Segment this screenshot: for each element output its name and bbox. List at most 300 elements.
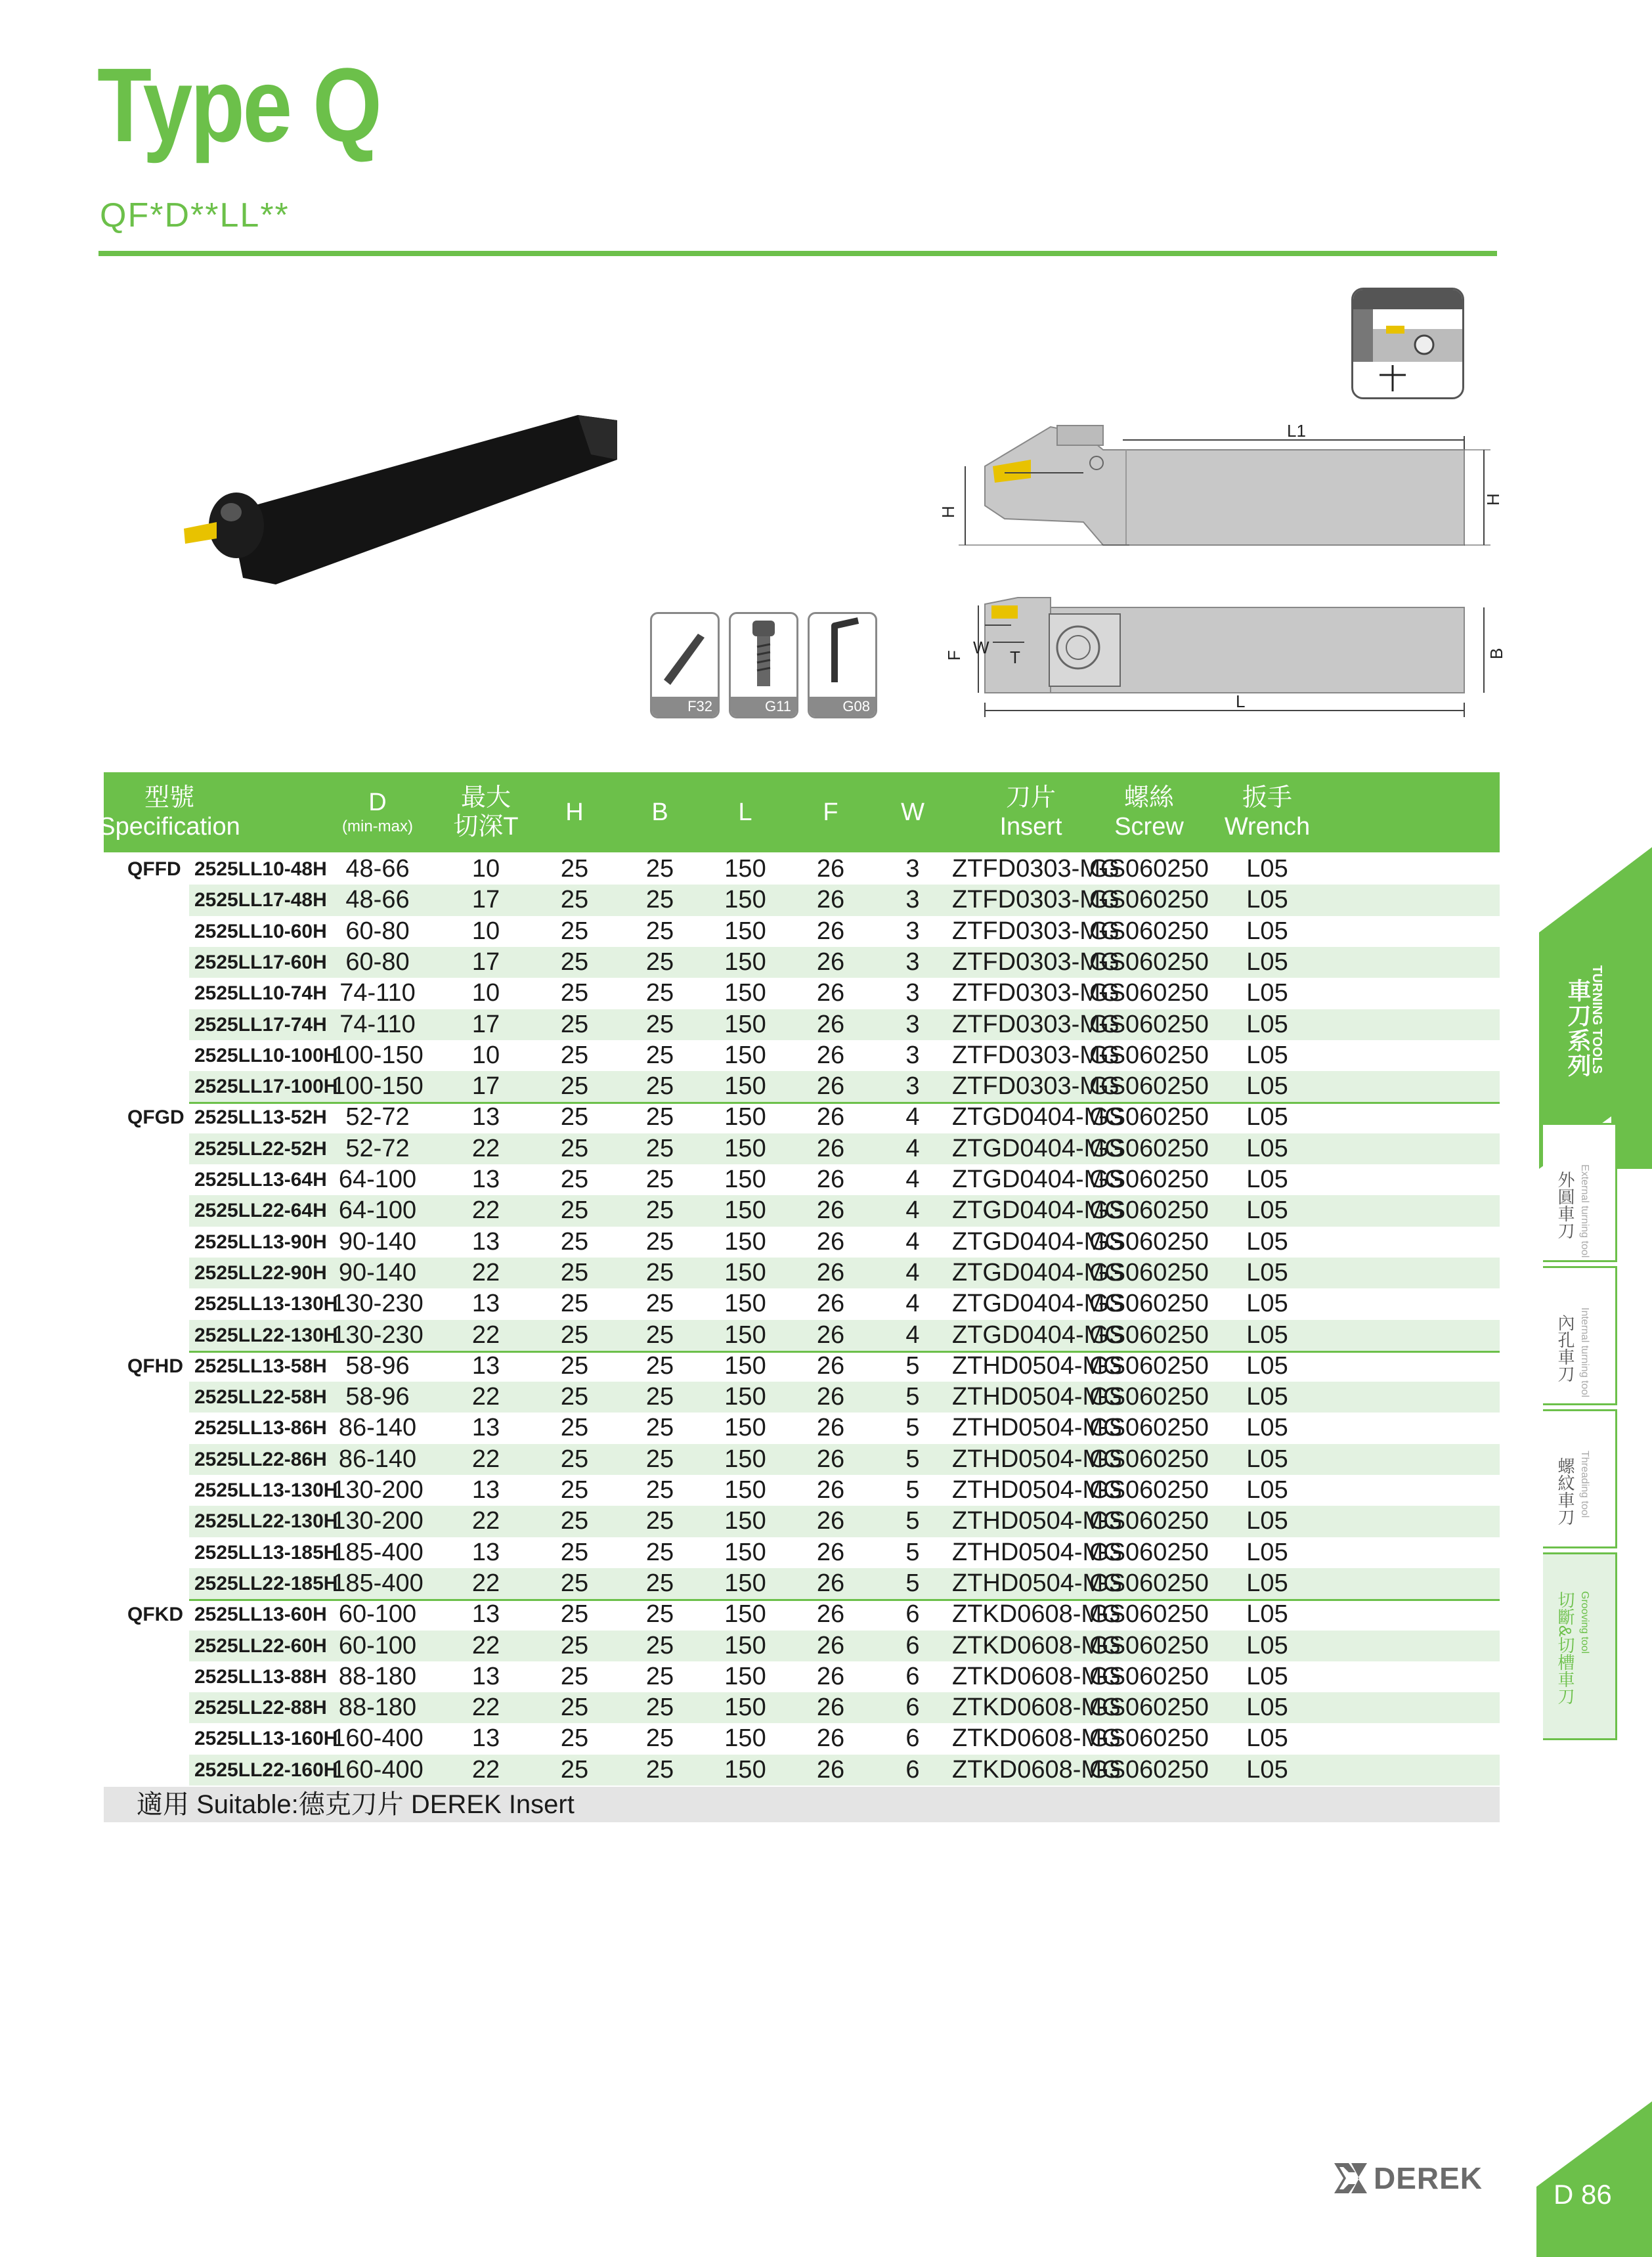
cell-t: 22 bbox=[471, 1755, 500, 1784]
table-row bbox=[104, 1723, 1500, 1754]
cell-spec: 2525LL13-64H bbox=[194, 1169, 327, 1191]
cell-f: 26 bbox=[816, 1166, 845, 1193]
cell-wrench: L05 bbox=[1246, 1227, 1288, 1256]
cell-f: 26 bbox=[816, 1694, 845, 1722]
cell-w: 4 bbox=[905, 1196, 920, 1225]
cell-h: 25 bbox=[560, 1166, 589, 1193]
cell-spec: 2525LL22-90H bbox=[194, 1261, 327, 1284]
cell-t: 22 bbox=[471, 1383, 500, 1411]
cell-t: 22 bbox=[471, 1631, 500, 1659]
cell-l: 150 bbox=[724, 979, 766, 1007]
cell-wrench: L05 bbox=[1246, 1414, 1288, 1442]
cell-b: 25 bbox=[645, 1383, 674, 1411]
cell-spec: 2525LL13-88H bbox=[194, 1665, 327, 1688]
table-row bbox=[104, 1475, 1500, 1506]
cell-h: 25 bbox=[560, 917, 589, 945]
cell-h: 25 bbox=[560, 1631, 589, 1659]
cell-insert: ZTFD0303-MG bbox=[952, 948, 1120, 976]
cell-l: 150 bbox=[724, 1227, 766, 1256]
cell-spec: 2525LL22-185H bbox=[194, 1572, 338, 1594]
cell-wrench: L05 bbox=[1246, 1600, 1288, 1629]
cell-screw: GS060250 bbox=[1089, 886, 1209, 914]
cell-d: 88-180 bbox=[338, 1662, 417, 1690]
cell-d: 60-80 bbox=[345, 948, 410, 976]
cell-wrench: L05 bbox=[1246, 1569, 1288, 1597]
cell-b: 25 bbox=[645, 1166, 674, 1193]
cell-spec: 2525LL10-100H bbox=[194, 1044, 338, 1066]
cell-f: 26 bbox=[816, 1724, 845, 1753]
cell-w: 4 bbox=[905, 1258, 920, 1286]
cell-d: 100-150 bbox=[332, 1072, 424, 1101]
cell-w: 6 bbox=[905, 1631, 920, 1659]
cell-wrench: L05 bbox=[1246, 886, 1288, 914]
cell-l: 150 bbox=[724, 1166, 766, 1193]
cell-l: 150 bbox=[724, 1507, 766, 1535]
cell-d: 100-150 bbox=[332, 1041, 424, 1069]
cell-f: 26 bbox=[816, 1569, 845, 1597]
cell-l: 150 bbox=[724, 1538, 766, 1566]
cell-spec: 2525LL13-58H bbox=[194, 1355, 327, 1377]
cell-b: 25 bbox=[645, 979, 674, 1007]
cell-t: 17 bbox=[471, 1072, 500, 1101]
cell-d: 130-200 bbox=[332, 1476, 424, 1504]
cell-w: 5 bbox=[905, 1383, 920, 1411]
cell-screw: GS060250 bbox=[1089, 1445, 1209, 1473]
column-header-line2: H bbox=[565, 799, 584, 826]
dim-label-w: W bbox=[973, 638, 989, 657]
cell-b: 25 bbox=[645, 1755, 674, 1784]
column-header-line1: 扳手 bbox=[1242, 784, 1292, 812]
cell-screw: GS060250 bbox=[1089, 1290, 1209, 1318]
cell-wrench: L05 bbox=[1246, 1383, 1288, 1411]
cell-screw: GS060250 bbox=[1089, 1227, 1209, 1256]
cell-screw: GS060250 bbox=[1089, 1321, 1209, 1349]
cell-h: 25 bbox=[560, 1414, 589, 1442]
cell-t: 13 bbox=[471, 1166, 500, 1193]
cell-h: 25 bbox=[560, 1600, 589, 1629]
side-tab-threading[interactable] bbox=[1543, 1409, 1617, 1548]
table-row bbox=[104, 978, 1500, 1009]
cell-l: 150 bbox=[724, 1196, 766, 1225]
cell-h: 25 bbox=[560, 1227, 589, 1256]
cell-f: 26 bbox=[816, 886, 845, 914]
table-row bbox=[104, 1164, 1500, 1195]
cell-b: 25 bbox=[645, 1351, 674, 1380]
page-number: D 86 bbox=[1554, 2179, 1612, 2210]
column-header-line2: L bbox=[738, 799, 752, 826]
cell-t: 13 bbox=[471, 1538, 500, 1566]
cell-d: 60-100 bbox=[338, 1600, 417, 1629]
cell-d: 64-100 bbox=[338, 1196, 417, 1225]
cell-screw: GS060250 bbox=[1089, 1258, 1209, 1286]
accessory-screw bbox=[729, 612, 798, 718]
cell-h: 25 bbox=[560, 1755, 589, 1784]
cell-t: 22 bbox=[471, 1694, 500, 1722]
cell-f: 26 bbox=[816, 1041, 845, 1069]
cell-wrench: L05 bbox=[1246, 1694, 1288, 1722]
cell-insert: ZTHD0504-MG bbox=[952, 1383, 1123, 1411]
cell-t: 17 bbox=[471, 948, 500, 976]
cell-wrench: L05 bbox=[1246, 1166, 1288, 1193]
cell-wrench: L05 bbox=[1246, 1072, 1288, 1101]
cell-b: 25 bbox=[645, 1010, 674, 1038]
cell-w: 5 bbox=[905, 1507, 920, 1535]
cell-screw: GS060250 bbox=[1089, 1631, 1209, 1659]
cell-insert: ZTFD0303-MG bbox=[952, 979, 1120, 1007]
cell-insert: ZTKD0608-MG bbox=[952, 1755, 1121, 1784]
side-tab-internal[interactable] bbox=[1543, 1266, 1617, 1405]
accessory-code: G11 bbox=[731, 697, 796, 716]
cell-insert: ZTKD0608-MG bbox=[952, 1694, 1121, 1722]
cell-b: 25 bbox=[645, 1041, 674, 1069]
cell-t: 13 bbox=[471, 1724, 500, 1753]
cell-screw: GS060250 bbox=[1089, 1383, 1209, 1411]
column-header-line2: 切深T bbox=[453, 813, 519, 841]
cell-spec: 2525LL13-185H bbox=[194, 1541, 338, 1564]
cell-d: 160-400 bbox=[332, 1755, 424, 1784]
cell-h: 25 bbox=[560, 1507, 589, 1535]
cell-w: 4 bbox=[905, 1321, 920, 1349]
column-header-line2: Insert bbox=[999, 813, 1062, 841]
table-row bbox=[104, 1195, 1500, 1226]
cell-h: 25 bbox=[560, 1662, 589, 1690]
cell-b: 25 bbox=[645, 1694, 674, 1722]
cell-t: 13 bbox=[471, 1414, 500, 1442]
table-row bbox=[104, 1537, 1500, 1568]
cell-screw: GS060250 bbox=[1089, 1694, 1209, 1722]
table-row bbox=[104, 1071, 1500, 1102]
cell-t: 13 bbox=[471, 1103, 500, 1131]
cell-d: 130-230 bbox=[332, 1290, 424, 1318]
cell-d: 185-400 bbox=[332, 1569, 424, 1597]
cell-group: QFHD bbox=[127, 1355, 183, 1377]
cell-spec: 2525LL13-52H bbox=[194, 1107, 327, 1129]
table-row bbox=[104, 1288, 1500, 1319]
cell-h: 25 bbox=[560, 1134, 589, 1162]
cell-w: 3 bbox=[905, 948, 920, 976]
cell-screw: GS060250 bbox=[1089, 1476, 1209, 1504]
cell-h: 25 bbox=[560, 1538, 589, 1566]
cell-b: 25 bbox=[645, 917, 674, 945]
cell-d: 90-140 bbox=[338, 1258, 417, 1286]
cell-t: 10 bbox=[471, 1041, 500, 1069]
cell-t: 22 bbox=[471, 1569, 500, 1597]
cell-spec: 2525LL17-100H bbox=[194, 1076, 338, 1098]
dim-label-b: B bbox=[1487, 647, 1506, 659]
derek-logo-icon bbox=[1334, 2163, 1367, 2193]
cell-d: 185-400 bbox=[332, 1538, 424, 1566]
cell-t: 10 bbox=[471, 855, 500, 883]
table-row bbox=[104, 1133, 1500, 1164]
cell-screw: GS060250 bbox=[1089, 1166, 1209, 1193]
cell-l: 150 bbox=[724, 1600, 766, 1629]
cell-f: 26 bbox=[816, 855, 845, 883]
cell-l: 150 bbox=[724, 1041, 766, 1069]
cell-spec: 2525LL22-130H bbox=[194, 1510, 338, 1533]
table-header bbox=[98, 772, 1500, 852]
accessory-wrench bbox=[808, 612, 877, 718]
side-view bbox=[938, 421, 1503, 545]
cell-insert: ZTHD0504-MG bbox=[952, 1538, 1123, 1566]
cell-f: 26 bbox=[816, 1600, 845, 1629]
cell-insert: ZTKD0608-MG bbox=[952, 1600, 1121, 1629]
cell-t: 10 bbox=[471, 917, 500, 945]
cell-h: 25 bbox=[560, 1041, 589, 1069]
cell-h: 25 bbox=[560, 1321, 589, 1349]
cell-b: 25 bbox=[645, 1445, 674, 1473]
cell-f: 26 bbox=[816, 1414, 845, 1442]
cell-d: 64-100 bbox=[338, 1166, 417, 1193]
cell-spec: 2525LL22-88H bbox=[194, 1697, 327, 1719]
cell-wrench: L05 bbox=[1246, 1507, 1288, 1535]
table-row bbox=[104, 854, 1500, 885]
cell-t: 10 bbox=[471, 979, 500, 1007]
cell-t: 22 bbox=[471, 1507, 500, 1535]
cell-l: 150 bbox=[724, 948, 766, 976]
cell-w: 6 bbox=[905, 1694, 920, 1722]
cell-t: 13 bbox=[471, 1351, 500, 1380]
table-row bbox=[104, 1382, 1500, 1413]
cell-group: QFKD bbox=[127, 1604, 183, 1626]
cell-wrench: L05 bbox=[1246, 1134, 1288, 1162]
cell-l: 150 bbox=[724, 855, 766, 883]
table-row bbox=[104, 916, 1500, 947]
column-header-line2: Specification bbox=[98, 813, 240, 841]
cell-screw: GS060250 bbox=[1089, 1569, 1209, 1597]
cell-d: 48-66 bbox=[345, 886, 410, 914]
cell-f: 26 bbox=[816, 1351, 845, 1380]
cell-screw: GS060250 bbox=[1089, 1196, 1209, 1225]
cell-l: 150 bbox=[724, 1321, 766, 1349]
side-tab-label-en: Grooving tool bbox=[1579, 1591, 1590, 1654]
cell-b: 25 bbox=[645, 1290, 674, 1318]
side-tab-label-cn: 螺紋車刀 bbox=[1555, 1457, 1575, 1525]
cell-insert: ZTHD0504-MG bbox=[952, 1476, 1123, 1504]
cell-l: 150 bbox=[724, 1631, 766, 1659]
cell-screw: GS060250 bbox=[1089, 1600, 1209, 1629]
table-row bbox=[104, 1444, 1500, 1475]
cell-w: 5 bbox=[905, 1476, 920, 1504]
cell-b: 25 bbox=[645, 1600, 674, 1629]
wrench-icon bbox=[810, 614, 875, 693]
cell-l: 150 bbox=[724, 917, 766, 945]
cell-spec: 2525LL13-60H bbox=[194, 1604, 327, 1626]
table-row bbox=[104, 1413, 1500, 1443]
cell-insert: ZTFD0303-MG bbox=[952, 1041, 1120, 1069]
side-tab-label-en: External turning tool bbox=[1579, 1164, 1590, 1258]
cell-w: 4 bbox=[905, 1134, 920, 1162]
cell-h: 25 bbox=[560, 1383, 589, 1411]
cell-w: 4 bbox=[905, 1103, 920, 1131]
column-header-line1: 刀片 bbox=[1005, 784, 1056, 812]
cell-b: 25 bbox=[645, 1507, 674, 1535]
cell-h: 25 bbox=[560, 1103, 589, 1131]
cell-spec: 2525LL22-160H bbox=[194, 1759, 338, 1781]
cell-l: 150 bbox=[724, 1445, 766, 1473]
cell-w: 3 bbox=[905, 1041, 920, 1069]
cell-spec: 2525LL22-86H bbox=[194, 1448, 327, 1470]
cell-b: 25 bbox=[645, 1321, 674, 1349]
cell-l: 150 bbox=[724, 1103, 766, 1131]
cell-insert: ZTHD0504-MG bbox=[952, 1414, 1123, 1442]
table-row bbox=[104, 885, 1500, 915]
cell-b: 25 bbox=[645, 1196, 674, 1225]
cell-d: 58-96 bbox=[345, 1351, 410, 1380]
cell-screw: GS060250 bbox=[1089, 1010, 1209, 1038]
cell-wrench: L05 bbox=[1246, 1631, 1288, 1659]
side-tab-main-en: TURNING TOOLS bbox=[1590, 965, 1604, 1074]
cell-f: 26 bbox=[816, 979, 845, 1007]
cell-b: 25 bbox=[645, 1631, 674, 1659]
technical-drawing bbox=[932, 414, 1510, 722]
cell-spec: 2525LL10-74H bbox=[194, 982, 327, 1005]
cell-t: 13 bbox=[471, 1227, 500, 1256]
cell-insert: ZTHD0504-MG bbox=[952, 1445, 1123, 1473]
cell-spec: 2525LL22-58H bbox=[194, 1386, 327, 1409]
cell-w: 6 bbox=[905, 1724, 920, 1753]
cell-h: 25 bbox=[560, 1258, 589, 1286]
cell-w: 6 bbox=[905, 1600, 920, 1629]
cell-f: 26 bbox=[816, 1662, 845, 1690]
cell-wrench: L05 bbox=[1246, 1041, 1288, 1069]
cell-b: 25 bbox=[645, 1414, 674, 1442]
cell-spec: 2525LL17-60H bbox=[194, 951, 327, 973]
cell-spec: 2525LL17-74H bbox=[194, 1013, 327, 1036]
cell-spec: 2525LL17-48H bbox=[194, 889, 327, 911]
cell-insert: ZTGD0404-MG bbox=[952, 1321, 1124, 1349]
cell-screw: GS060250 bbox=[1089, 1072, 1209, 1101]
cell-h: 25 bbox=[560, 948, 589, 976]
cell-insert: ZTGD0404-MG bbox=[952, 1103, 1124, 1131]
cell-h: 25 bbox=[560, 1351, 589, 1380]
cell-b: 25 bbox=[645, 1569, 674, 1597]
dim-label-t: T bbox=[1010, 647, 1020, 667]
cell-insert: ZTGD0404-MG bbox=[952, 1196, 1124, 1225]
cell-wrench: L05 bbox=[1246, 1321, 1288, 1349]
side-tab-grooving[interactable] bbox=[1543, 1552, 1617, 1740]
cell-screw: GS060250 bbox=[1089, 1134, 1209, 1162]
top-view bbox=[944, 598, 1506, 717]
cell-insert: ZTGD0404-MG bbox=[952, 1290, 1124, 1318]
accessory-code: F32 bbox=[652, 697, 718, 716]
cell-insert: ZTHD0504-MG bbox=[952, 1569, 1123, 1597]
table-row bbox=[104, 1258, 1500, 1288]
cell-screw: GS060250 bbox=[1089, 1538, 1209, 1566]
cell-screw: GS060250 bbox=[1089, 979, 1209, 1007]
cell-w: 5 bbox=[905, 1538, 920, 1566]
column-header-line2: W bbox=[901, 799, 924, 826]
cell-screw: GS060250 bbox=[1089, 1507, 1209, 1535]
cell-w: 3 bbox=[905, 855, 920, 883]
cell-f: 26 bbox=[816, 948, 845, 976]
cell-l: 150 bbox=[724, 1476, 766, 1504]
cell-w: 3 bbox=[905, 886, 920, 914]
dim-label-l: L bbox=[1236, 691, 1246, 711]
footer-note: 適用 Suitable:德克刀片 DEREK Insert bbox=[137, 1790, 575, 1819]
cell-l: 150 bbox=[724, 1290, 766, 1318]
cell-d: 160-400 bbox=[332, 1724, 424, 1753]
cell-f: 26 bbox=[816, 1445, 845, 1473]
side-tab-label-cn: 內孔車刀 bbox=[1555, 1314, 1575, 1382]
cell-b: 25 bbox=[645, 855, 674, 883]
cell-d: 86-140 bbox=[338, 1445, 417, 1473]
column-header-line2: B bbox=[651, 799, 668, 826]
cell-h: 25 bbox=[560, 1694, 589, 1722]
cell-l: 150 bbox=[724, 1724, 766, 1753]
table-row bbox=[104, 1661, 1500, 1692]
cell-t: 13 bbox=[471, 1662, 500, 1690]
cell-d: 52-72 bbox=[345, 1103, 410, 1131]
cell-screw: GS060250 bbox=[1089, 948, 1209, 976]
cell-spec: 2525LL22-130H bbox=[194, 1324, 338, 1346]
column-header-line2: Screw bbox=[1114, 813, 1184, 841]
cell-wrench: L05 bbox=[1246, 1103, 1288, 1131]
cell-insert: ZTGD0404-MG bbox=[952, 1134, 1124, 1162]
side-tab-external[interactable] bbox=[1543, 1123, 1617, 1262]
cell-h: 25 bbox=[560, 886, 589, 914]
cell-h: 25 bbox=[560, 1010, 589, 1038]
dim-label-l1: L1 bbox=[1287, 421, 1306, 441]
cell-l: 150 bbox=[724, 1134, 766, 1162]
cell-spec: 2525LL10-60H bbox=[194, 920, 327, 942]
table-row bbox=[104, 1040, 1500, 1071]
cell-w: 3 bbox=[905, 1072, 920, 1101]
cell-wrench: L05 bbox=[1246, 1258, 1288, 1286]
cell-t: 22 bbox=[471, 1196, 500, 1225]
cell-t: 22 bbox=[471, 1258, 500, 1286]
cell-l: 150 bbox=[724, 1755, 766, 1784]
cell-t: 13 bbox=[471, 1476, 500, 1504]
cell-f: 26 bbox=[816, 1010, 845, 1038]
side-tab-label-en: Threading tool bbox=[1579, 1451, 1590, 1518]
table-row bbox=[104, 1692, 1500, 1723]
cell-screw: GS060250 bbox=[1089, 1662, 1209, 1690]
side-tab-label-cn: 外圓車刀 bbox=[1555, 1171, 1575, 1239]
cell-t: 17 bbox=[471, 1010, 500, 1038]
screw-icon bbox=[731, 614, 796, 693]
cell-h: 25 bbox=[560, 855, 589, 883]
cell-t: 22 bbox=[471, 1321, 500, 1349]
table-row bbox=[104, 1631, 1500, 1661]
cell-d: 52-72 bbox=[345, 1134, 410, 1162]
column-header-line1: 最大 bbox=[460, 784, 511, 812]
cell-w: 5 bbox=[905, 1569, 920, 1597]
cell-spec: 2525LL13-130H bbox=[194, 1479, 338, 1501]
cell-l: 150 bbox=[724, 1258, 766, 1286]
cell-wrench: L05 bbox=[1246, 1010, 1288, 1038]
cell-w: 5 bbox=[905, 1351, 920, 1380]
cell-w: 4 bbox=[905, 1290, 920, 1318]
cell-screw: GS060250 bbox=[1089, 917, 1209, 945]
cell-screw: GS060250 bbox=[1089, 1041, 1209, 1069]
cell-f: 26 bbox=[816, 1507, 845, 1535]
cell-t: 17 bbox=[471, 886, 500, 914]
cell-b: 25 bbox=[645, 1662, 674, 1690]
cell-d: 60-100 bbox=[338, 1631, 417, 1659]
cell-spec: 2525LL22-64H bbox=[194, 1200, 327, 1222]
cell-h: 25 bbox=[560, 1724, 589, 1753]
accessory-insert bbox=[650, 612, 720, 718]
brand-logo bbox=[1334, 2160, 1483, 2196]
cell-h: 25 bbox=[560, 1072, 589, 1101]
cell-spec: 2525LL13-90H bbox=[194, 1231, 327, 1253]
cell-f: 26 bbox=[816, 1290, 845, 1318]
cell-f: 26 bbox=[816, 1755, 845, 1784]
cell-screw: GS060250 bbox=[1089, 1755, 1209, 1784]
cell-h: 25 bbox=[560, 979, 589, 1007]
cell-d: 74-110 bbox=[339, 979, 416, 1007]
dim-label-h-right: H bbox=[1483, 493, 1503, 506]
